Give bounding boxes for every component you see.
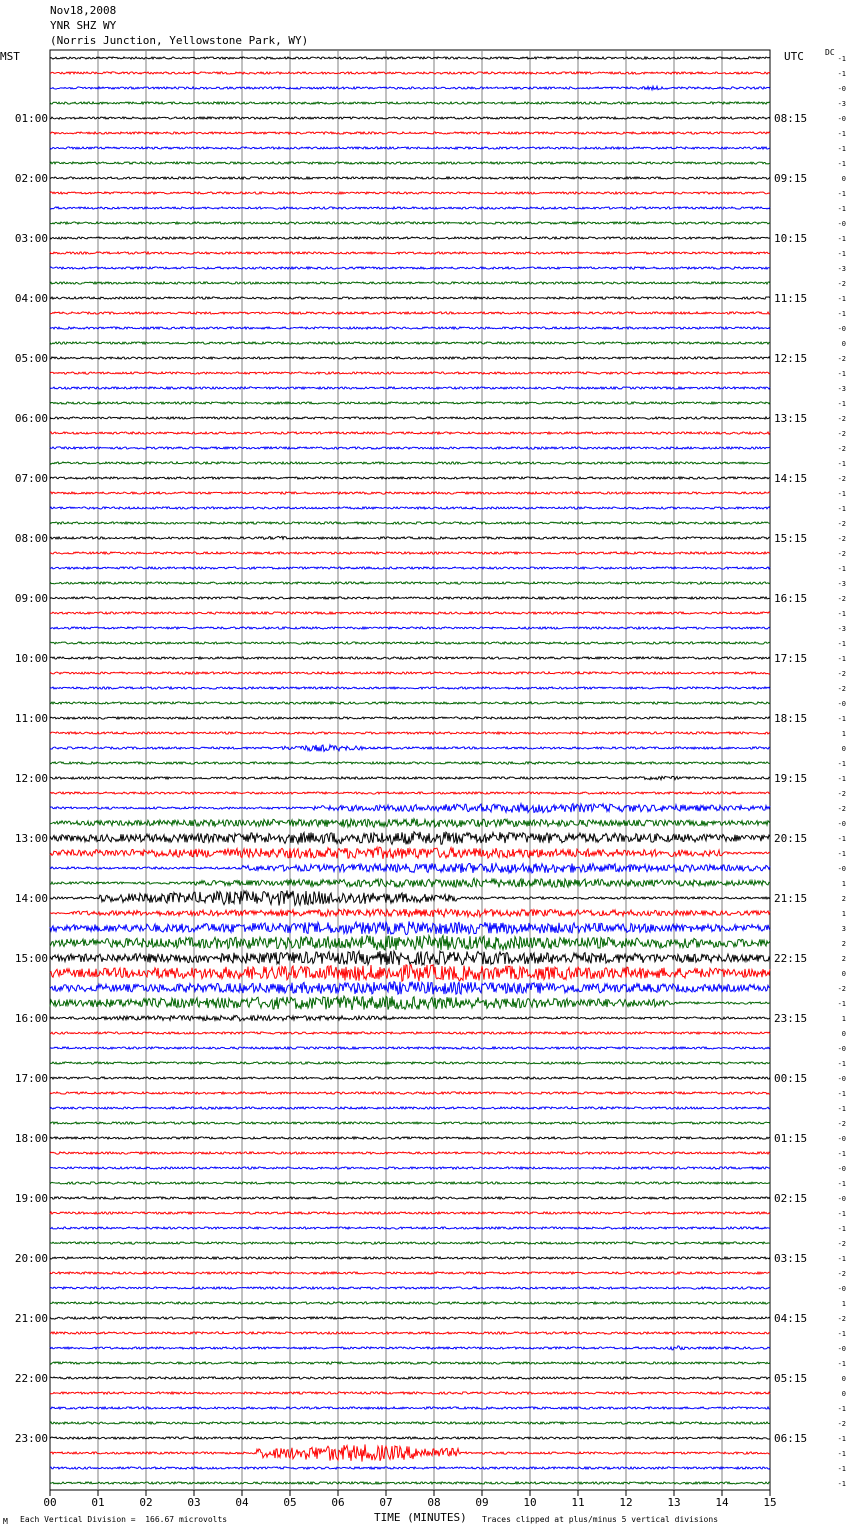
trace-line <box>50 1407 770 1409</box>
trace-line <box>50 507 770 509</box>
dc-offset-label: -1 <box>837 1090 846 1098</box>
right-time-label: 12:15 <box>774 352 808 365</box>
trace-line <box>50 536 770 539</box>
dc-offset-label: -2 <box>837 445 846 453</box>
dc-offset-label: -1 <box>837 760 846 768</box>
dc-offset-label: -0 <box>837 85 846 93</box>
trace-line <box>50 102 770 104</box>
trace-line <box>50 921 770 934</box>
clip-note: Traces clipped at plus/minus 5 vertical divisions <box>482 1515 719 1524</box>
trace-line <box>50 492 770 494</box>
trace-line <box>50 1167 770 1169</box>
dc-offset-label: -1 <box>837 160 846 168</box>
trace-line <box>50 597 770 599</box>
left-time-label: 02:00 <box>14 172 48 185</box>
trace-line <box>50 1317 770 1319</box>
trace-line <box>50 237 770 239</box>
trace-line <box>50 657 770 659</box>
trace-line <box>50 86 770 90</box>
dc-offset-label: -1 <box>837 1255 846 1263</box>
trace-line <box>50 996 770 1010</box>
dc-offset-label: -1 <box>837 400 846 408</box>
dc-offset-label: -0 <box>837 1195 846 1203</box>
dc-offset-label: -1 <box>837 1480 846 1488</box>
x-axis-title: TIME (MINUTES) <box>374 1511 467 1524</box>
trace-line <box>50 776 770 779</box>
right-time-label: 23:15 <box>774 1012 808 1025</box>
dc-offset-label: 2 <box>841 955 846 963</box>
right-time-label: 10:15 <box>774 232 808 245</box>
trace-line <box>50 357 770 359</box>
dc-offset-label: -0 <box>837 220 846 228</box>
dc-offset-label: -1 <box>837 775 846 783</box>
dc-offset-label: -1 <box>837 1180 846 1188</box>
trace-line <box>50 1444 770 1461</box>
left-time-label: 22:00 <box>14 1372 48 1385</box>
trace-line <box>50 847 770 859</box>
dc-offset-label: -1 <box>837 1435 846 1443</box>
right-time-label: 13:15 <box>774 412 808 425</box>
dc-offset-label: -0 <box>837 325 846 333</box>
dc-offset-label: -1 <box>837 565 846 573</box>
trace-line <box>50 1092 770 1094</box>
trace-line <box>50 372 770 374</box>
trace-line <box>50 1332 770 1334</box>
dc-offset-label: -0 <box>837 1045 846 1053</box>
x-tick-label: 15 <box>763 1496 777 1509</box>
dc-offset-label: -2 <box>837 1240 846 1248</box>
dc-offset-label: -0 <box>837 115 846 123</box>
trace-line <box>50 522 770 524</box>
dc-offset-label: -1 <box>837 460 846 468</box>
trace-line <box>50 462 770 464</box>
dc-offset-label: -3 <box>837 100 846 108</box>
trace-line <box>50 1137 770 1139</box>
trace-line <box>50 982 770 995</box>
station-location: (Norris Junction, Yellowstone Park, WY) <box>50 34 309 47</box>
dc-offset-label: 1 <box>841 1015 846 1023</box>
record-date: Nov18,2008 <box>50 4 117 17</box>
dc-offset-label: -1 <box>837 1465 846 1473</box>
dc-offset-label: 0 <box>841 175 846 183</box>
dc-offset-label: -2 <box>837 415 846 423</box>
dc-offset-label: -1 <box>837 715 846 723</box>
trace-line <box>50 327 770 329</box>
dc-offset-label: -2 <box>837 1120 846 1128</box>
left-time-label: 15:00 <box>14 952 48 965</box>
x-tick-label: 02 <box>139 1496 153 1509</box>
right-timezone-label: UTC <box>784 50 804 63</box>
left-time-label: 12:00 <box>14 772 48 785</box>
trace-line <box>50 582 770 584</box>
dc-offset-label: -3 <box>837 625 846 633</box>
dc-offset-label: -2 <box>837 790 846 798</box>
trace-line <box>50 745 770 751</box>
dc-offset-label: -2 <box>837 1270 846 1278</box>
right-time-label: 16:15 <box>774 592 808 605</box>
trace-line <box>50 1437 770 1439</box>
dc-offset-label: -2 <box>837 1420 846 1428</box>
left-time-label: 13:00 <box>14 832 48 845</box>
trace-line <box>50 552 770 554</box>
trace-line <box>50 1362 770 1364</box>
dc-offset-label: 0 <box>841 1375 846 1383</box>
dc-offset-label: -2 <box>837 520 846 528</box>
x-tick-label: 04 <box>235 1496 249 1509</box>
right-time-label: 08:15 <box>774 112 808 125</box>
trace-line <box>50 1212 770 1214</box>
trace-line <box>50 1467 770 1469</box>
dc-offset-label: -1 <box>837 1060 846 1068</box>
dc-offset-label: -2 <box>837 475 846 483</box>
trace-line <box>50 1242 770 1244</box>
scale-note: Each Vertical Division = 166.67 microvolts <box>20 1515 228 1524</box>
dc-offset-label: 0 <box>841 970 846 978</box>
trace-line <box>50 1107 770 1109</box>
x-tick-label: 13 <box>667 1496 681 1509</box>
dc-offset-label: -2 <box>837 985 846 993</box>
trace-line <box>50 1346 770 1350</box>
trace-line <box>50 1032 770 1034</box>
right-time-label: 11:15 <box>774 292 808 305</box>
trace-line <box>50 1302 770 1304</box>
trace-line <box>50 642 770 644</box>
x-tick-label: 14 <box>715 1496 729 1509</box>
dc-offset-label: -1 <box>837 250 846 258</box>
trace-line <box>50 222 770 224</box>
dc-offset-label: -1 <box>837 505 846 513</box>
left-time-label: 07:00 <box>14 472 48 485</box>
dc-offset-label: -1 <box>837 1450 846 1458</box>
trace-line <box>50 132 770 134</box>
dc-offset-label: -2 <box>837 550 846 558</box>
trace-line <box>50 819 770 828</box>
station-code: YNR SHZ WY <box>50 19 117 32</box>
dc-offset-label: 0 <box>841 340 846 348</box>
trace-line <box>50 804 770 813</box>
trace-line <box>50 672 770 674</box>
left-time-label: 21:00 <box>14 1312 48 1325</box>
right-time-label: 17:15 <box>774 652 808 665</box>
right-time-label: 06:15 <box>774 1432 808 1445</box>
dc-offset-label: -1 <box>837 1360 846 1368</box>
trace-line <box>50 1015 770 1021</box>
left-time-label: 08:00 <box>14 532 48 545</box>
x-tick-label: 07 <box>379 1496 393 1509</box>
dc-offset-label: -3 <box>837 385 846 393</box>
dc-offset-label: -2 <box>837 355 846 363</box>
dc-offset-label: -1 <box>837 490 846 498</box>
left-time-label: 11:00 <box>14 712 48 725</box>
trace-line <box>50 207 770 209</box>
dc-offset-label: -1 <box>837 1210 846 1218</box>
dc-offset-label: -1 <box>837 310 846 318</box>
trace-line <box>50 1257 770 1259</box>
trace-line <box>50 832 770 845</box>
dc-offset-label: -1 <box>837 850 846 858</box>
left-time-label: 19:00 <box>14 1192 48 1205</box>
x-tick-label: 12 <box>619 1496 633 1509</box>
dc-offset-label: -1 <box>837 370 846 378</box>
left-time-label: 04:00 <box>14 292 48 305</box>
dc-offset-label: -0 <box>837 865 846 873</box>
dc-offset-label: -1 <box>837 130 846 138</box>
trace-line <box>50 732 770 734</box>
trace-line <box>50 447 770 449</box>
dc-offset-label: 1 <box>841 1300 846 1308</box>
dc-offset-label: -2 <box>837 1315 846 1323</box>
right-time-label: 03:15 <box>774 1252 808 1265</box>
dc-offset-label: -3 <box>837 265 846 273</box>
trace-line <box>50 1377 770 1379</box>
dc-offset-label: -0 <box>837 1135 846 1143</box>
left-time-label: 23:00 <box>14 1432 48 1445</box>
trace-line <box>50 72 770 74</box>
dc-offset-label: -0 <box>837 1075 846 1083</box>
dc-offset-label: -2 <box>837 535 846 543</box>
right-time-label: 04:15 <box>774 1312 808 1325</box>
trace-line <box>50 717 770 719</box>
dc-offset-label: -0 <box>837 700 846 708</box>
right-time-label: 14:15 <box>774 472 808 485</box>
right-time-label: 01:15 <box>774 1132 808 1145</box>
trace-line <box>50 878 770 887</box>
dc-offset-label: -1 <box>837 1225 846 1233</box>
right-time-label: 00:15 <box>774 1072 808 1085</box>
trace-line <box>50 1227 770 1229</box>
dc-offset-label: -1 <box>837 655 846 663</box>
trace-line <box>50 1482 770 1484</box>
right-time-label: 09:15 <box>774 172 808 185</box>
dc-offset-label: -1 <box>837 235 846 243</box>
dc-offset-label: -2 <box>837 280 846 288</box>
trace-line <box>50 1197 770 1199</box>
right-time-label: 02:15 <box>774 1192 808 1205</box>
dc-offset-label: 1 <box>841 730 846 738</box>
dc-offset-label: -2 <box>837 805 846 813</box>
x-tick-label: 01 <box>91 1496 105 1509</box>
trace-line <box>50 1047 770 1049</box>
dc-offset-label: -1 <box>837 1105 846 1113</box>
dc-offset-label: -1 <box>837 1000 846 1008</box>
x-tick-label: 03 <box>187 1496 201 1509</box>
left-time-label: 18:00 <box>14 1132 48 1145</box>
left-time-label: 09:00 <box>14 592 48 605</box>
dc-offset-label: -2 <box>837 685 846 693</box>
left-time-label: 14:00 <box>14 892 48 905</box>
dc-offset-label: -0 <box>837 1285 846 1293</box>
trace-line <box>50 267 770 269</box>
dc-offset-label: -1 <box>837 835 846 843</box>
trace-line <box>50 909 770 917</box>
trace-line <box>50 252 770 254</box>
left-time-label: 20:00 <box>14 1252 48 1265</box>
trace-line <box>50 965 770 981</box>
trace-line <box>50 627 770 629</box>
trace-line <box>50 147 770 149</box>
left-timezone-label: MST <box>0 50 20 63</box>
x-tick-label: 10 <box>523 1496 537 1509</box>
trace-line <box>50 387 770 389</box>
dc-offset-label: -1 <box>837 190 846 198</box>
dc-offset-label: 3 <box>841 925 846 933</box>
right-time-label: 05:15 <box>774 1372 808 1385</box>
trace-line <box>50 297 770 299</box>
trace-line <box>50 1287 770 1289</box>
dc-offset-label: 0 <box>841 1030 846 1038</box>
trace-line <box>50 1122 770 1124</box>
trace-line <box>50 936 770 951</box>
right-time-label: 20:15 <box>774 832 808 845</box>
left-time-label: 05:00 <box>14 352 48 365</box>
dc-offset-label: 0 <box>841 1390 846 1398</box>
left-time-label: 03:00 <box>14 232 48 245</box>
dc-offset-label: -1 <box>837 610 846 618</box>
left-time-label: 06:00 <box>14 412 48 425</box>
trace-line <box>50 192 770 194</box>
dc-offset-label: 2 <box>841 940 846 948</box>
trace-line <box>50 282 770 284</box>
trace-line <box>50 1272 770 1274</box>
dc-offset-label: -1 <box>837 145 846 153</box>
right-time-label: 21:15 <box>774 892 808 905</box>
trace-line <box>50 342 770 344</box>
x-tick-label: 05 <box>283 1496 297 1509</box>
x-tick-label: 09 <box>475 1496 489 1509</box>
x-tick-label: 08 <box>427 1496 441 1509</box>
trace-line <box>50 762 770 764</box>
trace-line <box>50 863 770 873</box>
dc-offset-label: -0 <box>837 820 846 828</box>
dc-offset-label: 1 <box>841 880 846 888</box>
trace-line <box>50 312 770 314</box>
trace-line <box>50 792 770 794</box>
right-time-label: 19:15 <box>774 772 808 785</box>
trace-line <box>50 890 770 905</box>
trace-line <box>50 1422 770 1424</box>
trace-line <box>50 567 770 569</box>
dc-offset-label: 1 <box>841 910 846 918</box>
dc-offset-label: -1 <box>837 1330 846 1338</box>
x-tick-label: 11 <box>571 1496 585 1509</box>
x-tick-label: 00 <box>43 1496 57 1509</box>
dc-offset-label: -1 <box>837 640 846 648</box>
trace-line <box>50 687 770 689</box>
dc-offset-label: -1 <box>837 295 846 303</box>
dc-offset-label: -2 <box>837 670 846 678</box>
x-tick-label: 06 <box>331 1496 345 1509</box>
trace-line <box>50 417 770 419</box>
dc-offset-label: -3 <box>837 580 846 588</box>
left-time-label: 10:00 <box>14 652 48 665</box>
dc-offset-label: 0 <box>841 745 846 753</box>
dc-offset-label: -0 <box>837 1165 846 1173</box>
corner-mark: M <box>3 1517 8 1526</box>
left-time-label: 01:00 <box>14 112 48 125</box>
trace-line <box>50 1077 770 1079</box>
trace-line <box>50 1152 770 1154</box>
dc-offset-label: -1 <box>837 1405 846 1413</box>
trace-line <box>50 117 770 119</box>
dc-offset-label: -1 <box>837 70 846 78</box>
dc-offset-label: -1 <box>837 55 846 63</box>
left-time-label: 17:00 <box>14 1072 48 1085</box>
dc-offset-label: -2 <box>837 430 846 438</box>
trace-line <box>50 951 770 965</box>
dc-offset-label: -0 <box>837 1345 846 1353</box>
trace-line <box>50 1182 770 1184</box>
dc-offset-label: -2 <box>837 595 846 603</box>
dc-offset-label: -1 <box>837 205 846 213</box>
dc-label: DC <box>825 48 835 57</box>
dc-offset-label: 2 <box>841 895 846 903</box>
trace-line <box>50 162 770 164</box>
left-time-label: 16:00 <box>14 1012 48 1025</box>
trace-line <box>50 57 770 59</box>
trace-line <box>50 1392 770 1394</box>
trace-line <box>50 612 770 614</box>
trace-line <box>50 432 770 434</box>
right-time-label: 22:15 <box>774 952 808 965</box>
trace-line <box>50 702 770 704</box>
trace-line <box>50 402 770 404</box>
trace-line <box>50 1062 770 1064</box>
trace-line <box>50 477 770 479</box>
trace-line <box>50 177 770 179</box>
dc-offset-label: -1 <box>837 1150 846 1158</box>
right-time-label: 15:15 <box>774 532 808 545</box>
right-time-label: 18:15 <box>774 712 808 725</box>
